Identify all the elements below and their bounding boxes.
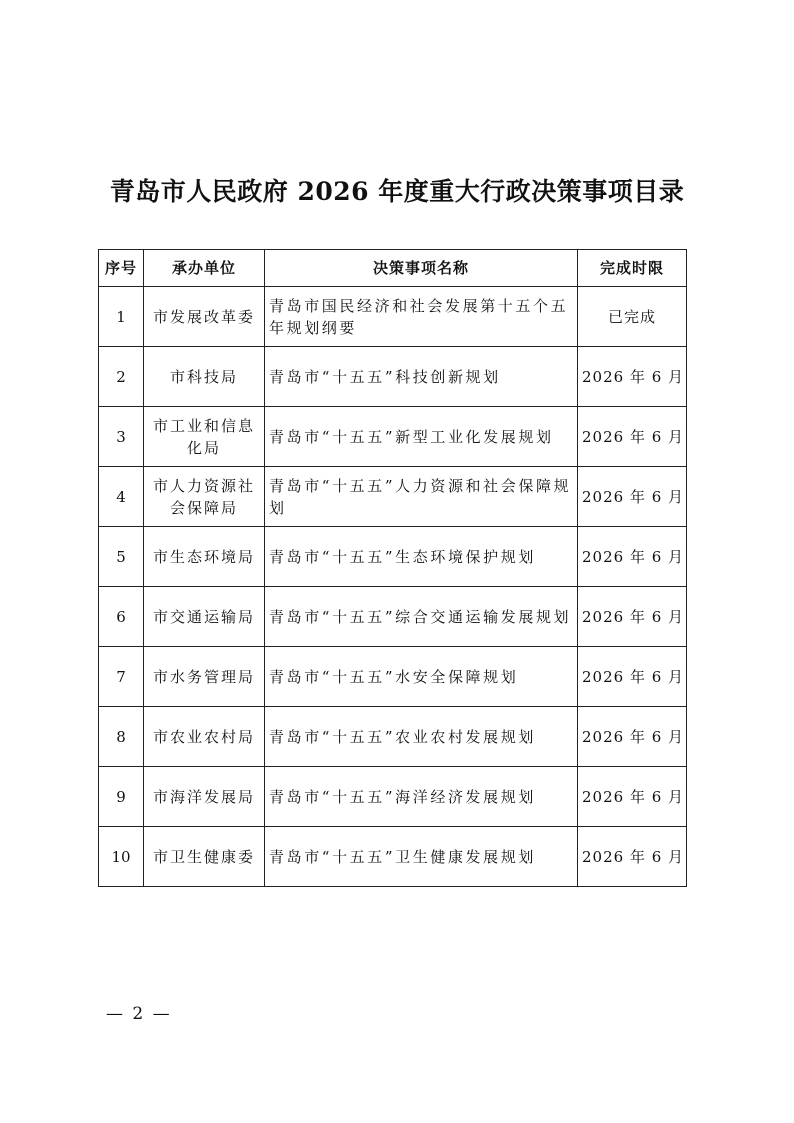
row-unit: 市卫生健康委: [144, 827, 265, 887]
table-row: [99, 347, 687, 407]
row-number: 4: [99, 467, 144, 527]
row-item-name: 青岛市“十五五”综合交通运输发展规划: [265, 587, 578, 647]
table-row: [99, 767, 687, 827]
row-deadline: 2026 年 6 月: [578, 647, 687, 707]
row-number: 3: [99, 407, 144, 467]
row-deadline: 2026 年 6 月: [578, 587, 687, 647]
table-row: [99, 827, 687, 887]
row-number: 8: [99, 707, 144, 767]
row-item-name: 青岛市“十五五”卫生健康发展规划: [265, 827, 578, 887]
header-serial-number: 序号: [99, 250, 144, 287]
table-row: [99, 587, 687, 647]
row-deadline: 2026 年 6 月: [578, 467, 687, 527]
row-deadline: 2026 年 6 月: [578, 767, 687, 827]
row-number: 10: [99, 827, 144, 887]
row-item-name: 青岛市“十五五”海洋经济发展规划: [265, 767, 578, 827]
row-number: 5: [99, 527, 144, 587]
header-responsible-unit: 承办单位: [144, 250, 265, 287]
table-row: [99, 467, 687, 527]
page-number: — 2 —: [106, 1004, 172, 1024]
row-unit: 市海洋发展局: [144, 767, 265, 827]
table-row: [99, 707, 687, 767]
row-deadline: 2026 年 6 月: [578, 527, 687, 587]
table-row: [99, 527, 687, 587]
row-deadline: 2026 年 6 月: [578, 407, 687, 467]
row-unit: 市科技局: [144, 347, 265, 407]
row-unit: 市交通运输局: [144, 587, 265, 647]
table-header-row: [99, 250, 687, 287]
row-unit: 市生态环境局: [144, 527, 265, 587]
row-unit: 市人力资源社会保障局: [144, 467, 265, 527]
row-item-name: 青岛市“十五五”人力资源和社会保障规划: [265, 467, 578, 527]
row-item-name: 青岛市国民经济和社会发展第十五个五年规划纲要: [265, 287, 578, 347]
row-deadline: 2026 年 6 月: [578, 707, 687, 767]
row-item-name: 青岛市“十五五”生态环境保护规划: [265, 527, 578, 587]
row-item-name: 青岛市“十五五”农业农村发展规划: [265, 707, 578, 767]
row-unit: 市农业农村局: [144, 707, 265, 767]
decision-catalog-table: [98, 249, 687, 887]
row-item-name: 青岛市“十五五”新型工业化发展规划: [265, 407, 578, 467]
row-number: 7: [99, 647, 144, 707]
row-unit: 市水务管理局: [144, 647, 265, 707]
row-unit: 市工业和信息化局: [144, 407, 265, 467]
row-number: 9: [99, 767, 144, 827]
header-completion-deadline: 完成时限: [578, 250, 687, 287]
row-number: 6: [99, 587, 144, 647]
row-item-name: 青岛市“十五五”水安全保障规划: [265, 647, 578, 707]
header-decision-item-name: 决策事项名称: [265, 250, 578, 287]
row-deadline: 2026 年 6 月: [578, 347, 687, 407]
table-row: [99, 647, 687, 707]
row-deadline: 已完成: [578, 287, 687, 347]
table-row: [99, 287, 687, 347]
row-item-name: 青岛市“十五五”科技创新规划: [265, 347, 578, 407]
row-number: 1: [99, 287, 144, 347]
row-deadline: 2026 年 6 月: [578, 827, 687, 887]
row-unit: 市发展改革委: [144, 287, 265, 347]
row-number: 2: [99, 347, 144, 407]
table-row: [99, 407, 687, 467]
document-title: 青岛市人民政府 2026 年度重大行政决策事项目录: [109, 177, 685, 206]
